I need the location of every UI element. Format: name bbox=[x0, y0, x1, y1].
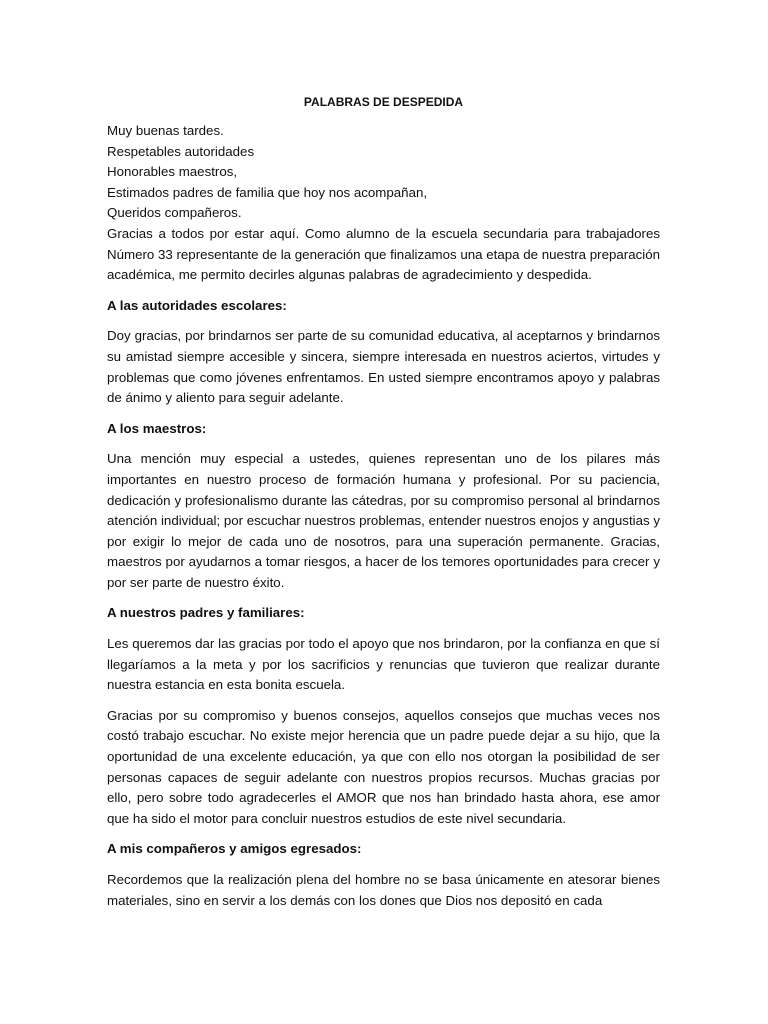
section-heading-authorities: A las autoridades escolares: bbox=[107, 297, 287, 313]
section-paragraph: Recordemos que la realización plena del hombre no se basa únicamente en atesorar bienes materiales, sino en servir a los demás con los dones que Dios nos depositó en cada bbox=[107, 872, 660, 908]
greeting-line: Honorables maestros, bbox=[107, 164, 238, 180]
section-paragraph: Gracias por su compromiso y buenos consejos, aquellos consejos que muchas veces nos costó trabajo escuchar. No existe mejor herencia que un padre puede dejar a su hijo, que la oportunidad de una excelente educación, ya que con ello nos otorgan la posibilidad de ser personas capaces de seguir adelante con nuestros propios recursos. Muchas gracias por ello, pero sobre todo agradecerles el AMOR que nos han brindado hasta ahora, ese amor que ha sido el motor para concluir nuestros estudios de este nivel secundaria. bbox=[107, 707, 660, 826]
intro-paragraph: Gracias a todos por estar aquí. Como alumno de la escuela secundaria para trabajadores Número 33 representante de la generación que finalizamos una etapa de nuestra preparación académica, me permito decirles algunas palabras de agradecimiento y despedida. bbox=[107, 225, 660, 283]
greeting-line: Respetables autoridades bbox=[107, 143, 255, 159]
section-heading-parents: A nuestros padres y familiares: bbox=[107, 605, 305, 621]
section-paragraph: Les queremos dar las gracias por todo el apoyo que nos brindaron, por la confianza en que sí llegaríamos a la meta y por los sacrificios y renuncias que tuvieron que realizar durante nuestra estancia en esta bonita escuela. bbox=[107, 636, 660, 693]
section-paragraph: Doy gracias, por brindarnos ser parte de su comunidad educativa, al aceptarnos y brindarnos su amistad siempre accesible y sincera, siempre interesada en nuestros aciertos, virtudes y problemas que como jóvenes enfrentamos. En usted siempre encontramos apoyo y palabras de ánimo y aliento para seguir adelante. bbox=[107, 328, 660, 406]
greeting-line: Muy buenas tardes. bbox=[107, 123, 224, 138]
document-body bbox=[107, 93, 660, 911]
section-heading-teachers: A los maestros: bbox=[107, 420, 207, 436]
section-heading-classmates: A mis compañeros y amigos egresados: bbox=[107, 841, 362, 857]
section-paragraph: Una mención muy especial a ustedes, quienes representan uno de los pilares más importantes en nuestro proceso de formación humana y profesional. Por su paciencia, dedicación y profesionalismo durante las cátedras, por su compromiso personal al brindarnos atención individual; por escuchar nuestros problemas, entender nuestros enojos y angustias y por exigir lo mejor de cada uno de nosotros, para una superación permanente. Gracias, maestros por ayudarnos a tomar riesgos, a hacer de los temores oportunidades para crecer y por ser parte de nuestro éxito. bbox=[107, 451, 660, 590]
greeting-block bbox=[107, 121, 660, 224]
document-title: PALABRAS DE DESPEDIDA bbox=[303, 95, 464, 109]
greeting-line: Estimados padres de familia que hoy nos acompañan, bbox=[107, 184, 428, 200]
greeting-line: Queridos compañeros. bbox=[107, 205, 242, 221]
